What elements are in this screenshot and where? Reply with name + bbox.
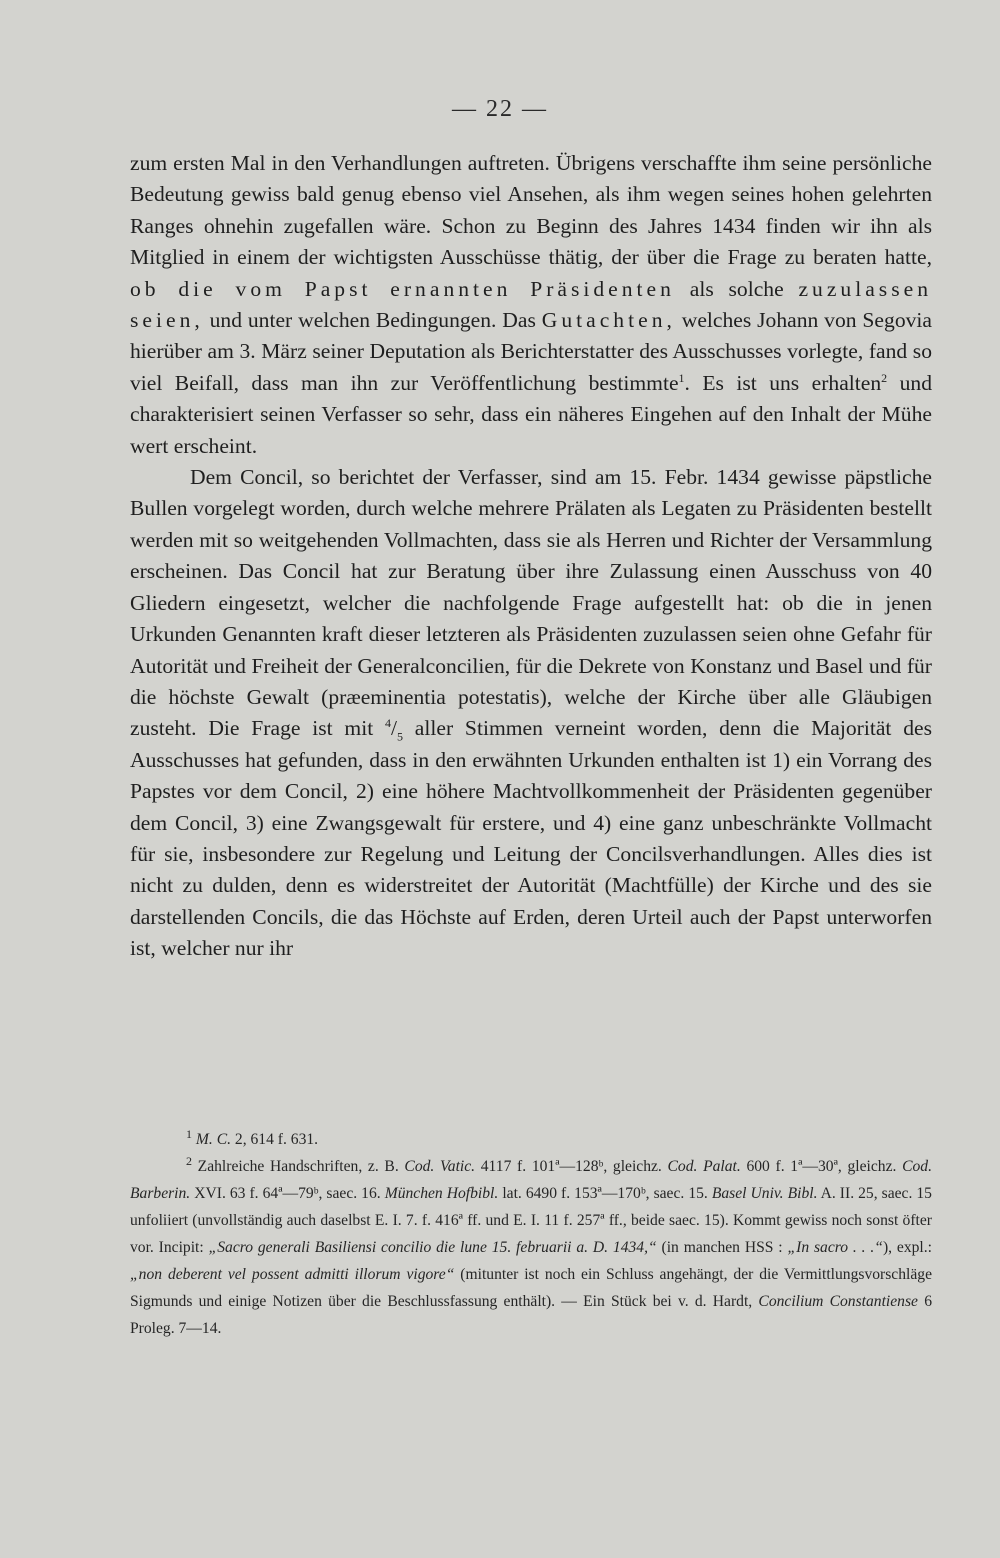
footnote-italic: Cod. Vatic. [404, 1158, 476, 1175]
footnotes [130, 1126, 932, 1342]
footnote-mark: 1 [186, 1126, 192, 1141]
text-run: und unter welchen Bedingungen. Das [203, 308, 542, 333]
footnote-italic: Concilium Constantiense [758, 1293, 918, 1310]
text-run: aller Stimmen verneint worden, denn die Majorität des Ausschusses hat gefunden, dass in den erwähnten Urkunden enthalten ist 1) ein Vorrang des Papstes vor dem Concil, 2) eine höhere Machtvollkommenheit der Präsidenten gegenüber dem Concil, 3) eine Zwangsgewalt für erstere, und 4) eine ganz unbeschränkte Vollmacht für sie, insbesondere zur Regelung und Leitung der Concilsverhandlungen. Alles dies ist nicht zu dulden, denn es widerstreitet der Autorität (Machtfülle) der Kirche und des sie darstellenden Concils, die das Höchste auf Erden, deren Urteil auch der Papst unterworfen ist, welcher nur ihr [130, 716, 932, 961]
spaced-text: Gutachten, [541, 308, 676, 333]
text-run: zum ersten Mal in den Verhandlungen auftreten. Übrigens verschaffte ihm seine persönliche Bedeutung gewiss bald genug ebenso viel Ansehen, als ihm wegen seines hohen gelehrten Ranges ohnehin zugefallen wäre. Schon zu Beginn des Jahres 1434 finden wir ihn als Mitglied in einem der wichtigsten Ausschüsse thätig, der über die Frage zu beraten hatte, [130, 151, 932, 270]
page-number: — 22 — [452, 96, 548, 122]
paragraph-2 [130, 462, 932, 965]
footnote-italic: „non deberent vel possent admitti illorum vigore“ [130, 1266, 455, 1283]
footnote-text: ), expl.: [882, 1239, 932, 1256]
paragraph-1 [130, 148, 932, 462]
spaced-text: zuzulassen seien, [130, 276, 932, 333]
footnote-italic: „In sacro . . .“ [787, 1239, 883, 1256]
text-run: Dem Concil, so berichtet der Verfasser, sind am 15. Febr. 1434 gewisse päpstliche Bullen vorgelegt worden, durch welche mehrere Prälaten als Legaten zu Präsidenten bestellt werden mit so weitgehenden Vollmachten, dass sie als Herren und Richter der Versammlung erscheinen. Das Concil hat zur Beratung über ihre Zulassung einen Ausschuss von 40 Gliedern eingesetzt, welcher die nachfolgende Frage aufgestellt hat: ob die in jenen Urkunden Genannten kraft dieser letzteren als Präsidenten zuzulassen seien ohne Gefahr für Autorität und Freiheit der Generalconcilien, für die Dekrete von Konstanz und Basel und für die höchste Gewalt (præeminentia potestatis), welche der Kirche über alle Gläubigen zusteht. Die Frage ist mit [130, 465, 932, 741]
footnote-ref-1: 1 [678, 370, 685, 385]
footnote-text: 600 f. 1ª—30ª, gleichz. [740, 1158, 903, 1175]
footnote-text: 2, 614 f. 631. [231, 1131, 319, 1148]
spaced-text: ob die vom Papst ernannten Präsidenten [130, 276, 675, 301]
footnote-italic: Cod. Barberin. [130, 1158, 932, 1202]
footnote-text: A. II. 25, saec. 15 unfoliiert (unvollständig auch daselbst E. I. 7. f. 416ª ff. und E. I. 11 f. 257ª ff., beide saec. 15). Kommt gewiss noch sonst öfter vor. Incipit: [130, 1185, 932, 1256]
fraction-slash: / [391, 716, 398, 741]
footnote-text: (in manchen HSS : [656, 1239, 788, 1256]
text-run: als solche [674, 276, 799, 301]
text-run: . Es ist uns erhalten [684, 370, 882, 395]
footnote-italic: Cod. Palat. [667, 1158, 741, 1175]
fraction-denominator: 5 [397, 729, 404, 744]
text-run: und charakterisiert seinen Verfasser so sehr, dass ein näheres Eingehen auf den Inhalt der Mühe wert erscheint. [130, 370, 932, 458]
footnote-italic: München Hofbibl. [384, 1185, 499, 1202]
footnote-ref-italic: M. C. [195, 1131, 231, 1148]
text-run: welches Johann von Segovia hierüber am 3. März seiner Deputation als Berichterstatter des Ausschusses vorlegte, fand so viel Beifall, dass man ihn zur Veröffentlichung bestimmte [130, 308, 932, 395]
fraction [385, 716, 404, 744]
footnote-1 [130, 1126, 932, 1153]
footnote-text: 4117 f. 101ª—128ᵇ, gleichz. [475, 1158, 668, 1175]
footnote-mark: 2 [186, 1153, 192, 1168]
footnote-ref-2: 2 [881, 370, 888, 385]
footnote-2 [130, 1153, 932, 1342]
footnote-italic: „Sacro generali Basiliensi concilio die lune 15. februarii a. D. 1434,“ [208, 1239, 657, 1256]
footnote-text: Zahlreiche Handschriften, z. B. [192, 1158, 405, 1175]
footnote-text: (mitunter ist noch ein Schluss angehängt, der die Vermittlungsvorschläge Sigmunds und einige Notizen über die Beschlussfassung enthält). — Ein Stück bei v. d. Hardt, [130, 1266, 932, 1310]
footnote-text: 6 Proleg. 7—14. [130, 1293, 932, 1337]
footnote-text: XVI. 63 f. 64ª—79ᵇ, saec. 16. [190, 1185, 385, 1202]
fraction-numerator: 4 [385, 716, 392, 731]
footnote-text: lat. 6490 f. 153ª—170ᵇ, saec. 15. [498, 1185, 712, 1202]
footnote-italic: Basel Univ. Bibl. [711, 1185, 818, 1202]
main-text [130, 148, 932, 965]
